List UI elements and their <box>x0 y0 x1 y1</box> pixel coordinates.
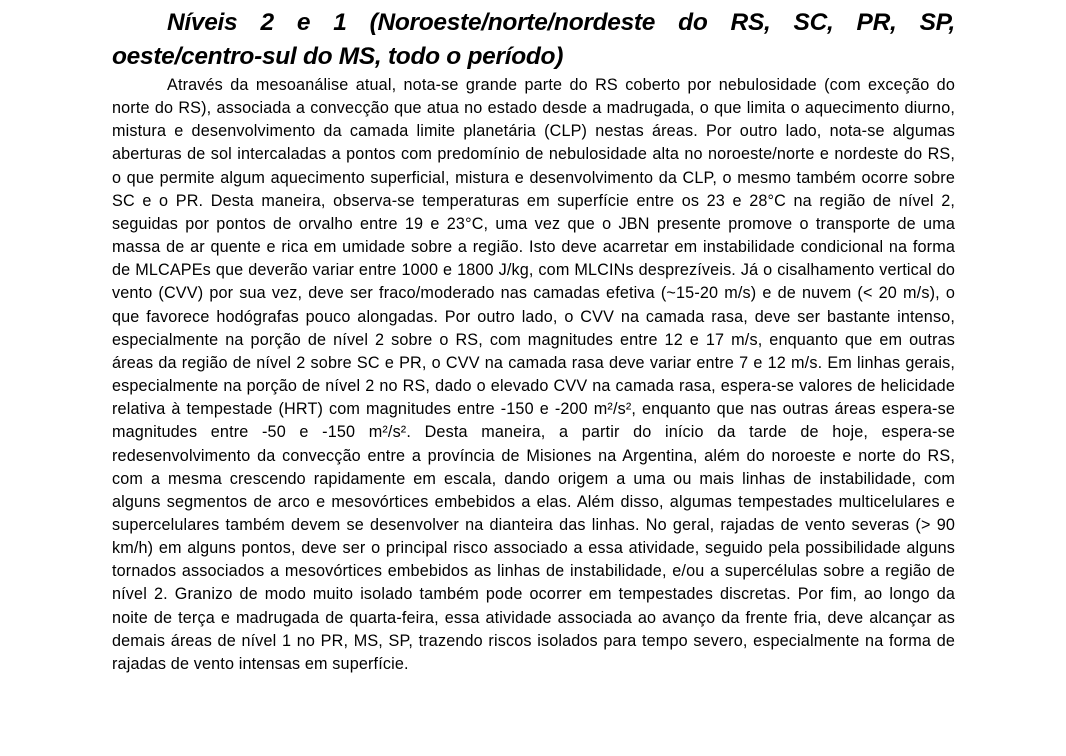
body-paragraph: Através da mesoanálise atual, nota-se grande parte do RS coberto por nebulosidade (com exceção do norte do RS), associada a convecção que atua no estado desde a madrugada, o que limita o aquecimento diurno, mistura e desenvolvimento da camada limite planetária (CLP) nestas áreas. Por outro lado, nota-se algumas aberturas de sol intercaladas a pontos com predomínio de nebulosidade alta no noroeste/norte e nordeste do RS, o que permite algum aquecimento superficial, mistura e desenvolvimento da CLP, o mesmo também ocorre sobre SC e o PR. Desta maneira, observa-se temperaturas em superfície entre os 23 e 28°C na região de nível 2, seguidas por pontos de orvalho entre 19 e 23°C, uma vez que o JBN presente promove o transporte de uma massa de ar quente e rica em umidade sobre a região. Isto deve acarretar em instabilidade condicional na forma de MLCAPEs que deverão variar entre 1000 e 1800 J/kg, com MLCINs desprezíveis. Já o cisalhamento vertical do vento (CVV) por sua vez, deve ser fraco/moderado nas camadas efetiva (~15-20 m/s) e de nuvem (< 20 m/s), o que favorece hodógrafas pouco alongadas. Por outro lado, o CVV na camada rasa, deve ser bastante intenso, especialmente na porção de nível 2 sobre o RS, com magnitudes entre 12 e 17 m/s, enquanto que em outras áreas da região de nível 2 sobre SC e PR, o CVV na camada rasa deve variar entre 7 e 12 m/s. Em linhas gerais, especialmente na porção de nível 2 no RS, dado o elevado CVV na camada rasa, espera-se valores de helicidade relativa à tempestade (HRT) com magnitudes entre -150 e -200 m²/s², enquanto que nas outras áreas espera-se magnitudes entre -50 e -150 m²/s². Desta maneira, a partir do início da tarde de hoje, espera-se redesenvolvimento da convecção entre a província de Misiones na Argentina, além do noroeste e norte do RS, com a mesma crescendo rapidamente em escala, dando origem a uma ou mais linhas de instabilidade, com alguns segmentos de arco e mesovórtices embebidos a elas. Além disso, algumas tempestades multicelulares e supercelulares também devem se desenvolver na dianteira das linhas. No geral, rajadas de vento severas (> 90 km/h) em alguns pontos, deve ser o principal risco associado a essa atividade, seguido pela possibilidade alguns tornados associados a mesovórtices embebidos as linhas de instabilidade, e/ou a supercélulas sobre a região de nível 2. Granizo de modo muito isolado também pode ocorrer em tempestades discretas. Por fim, ao longo da noite de terça e madrugada de quarta-feira, essa atividade associada ao avanço da frente fria, deve alcançar as demais áreas de nível 1 no PR, MS, SP, trazendo riscos isolados para tempo severo, especialmente na forma de rajadas de vento intensas em superfície. <box>112 76 955 673</box>
document-page <box>112 6 955 676</box>
section-heading: Níveis 2 e 1 (Noroeste/norte/nordeste do RS, SC, PR, SP, oeste/centro-sul do MS, todo o período) <box>112 9 955 70</box>
